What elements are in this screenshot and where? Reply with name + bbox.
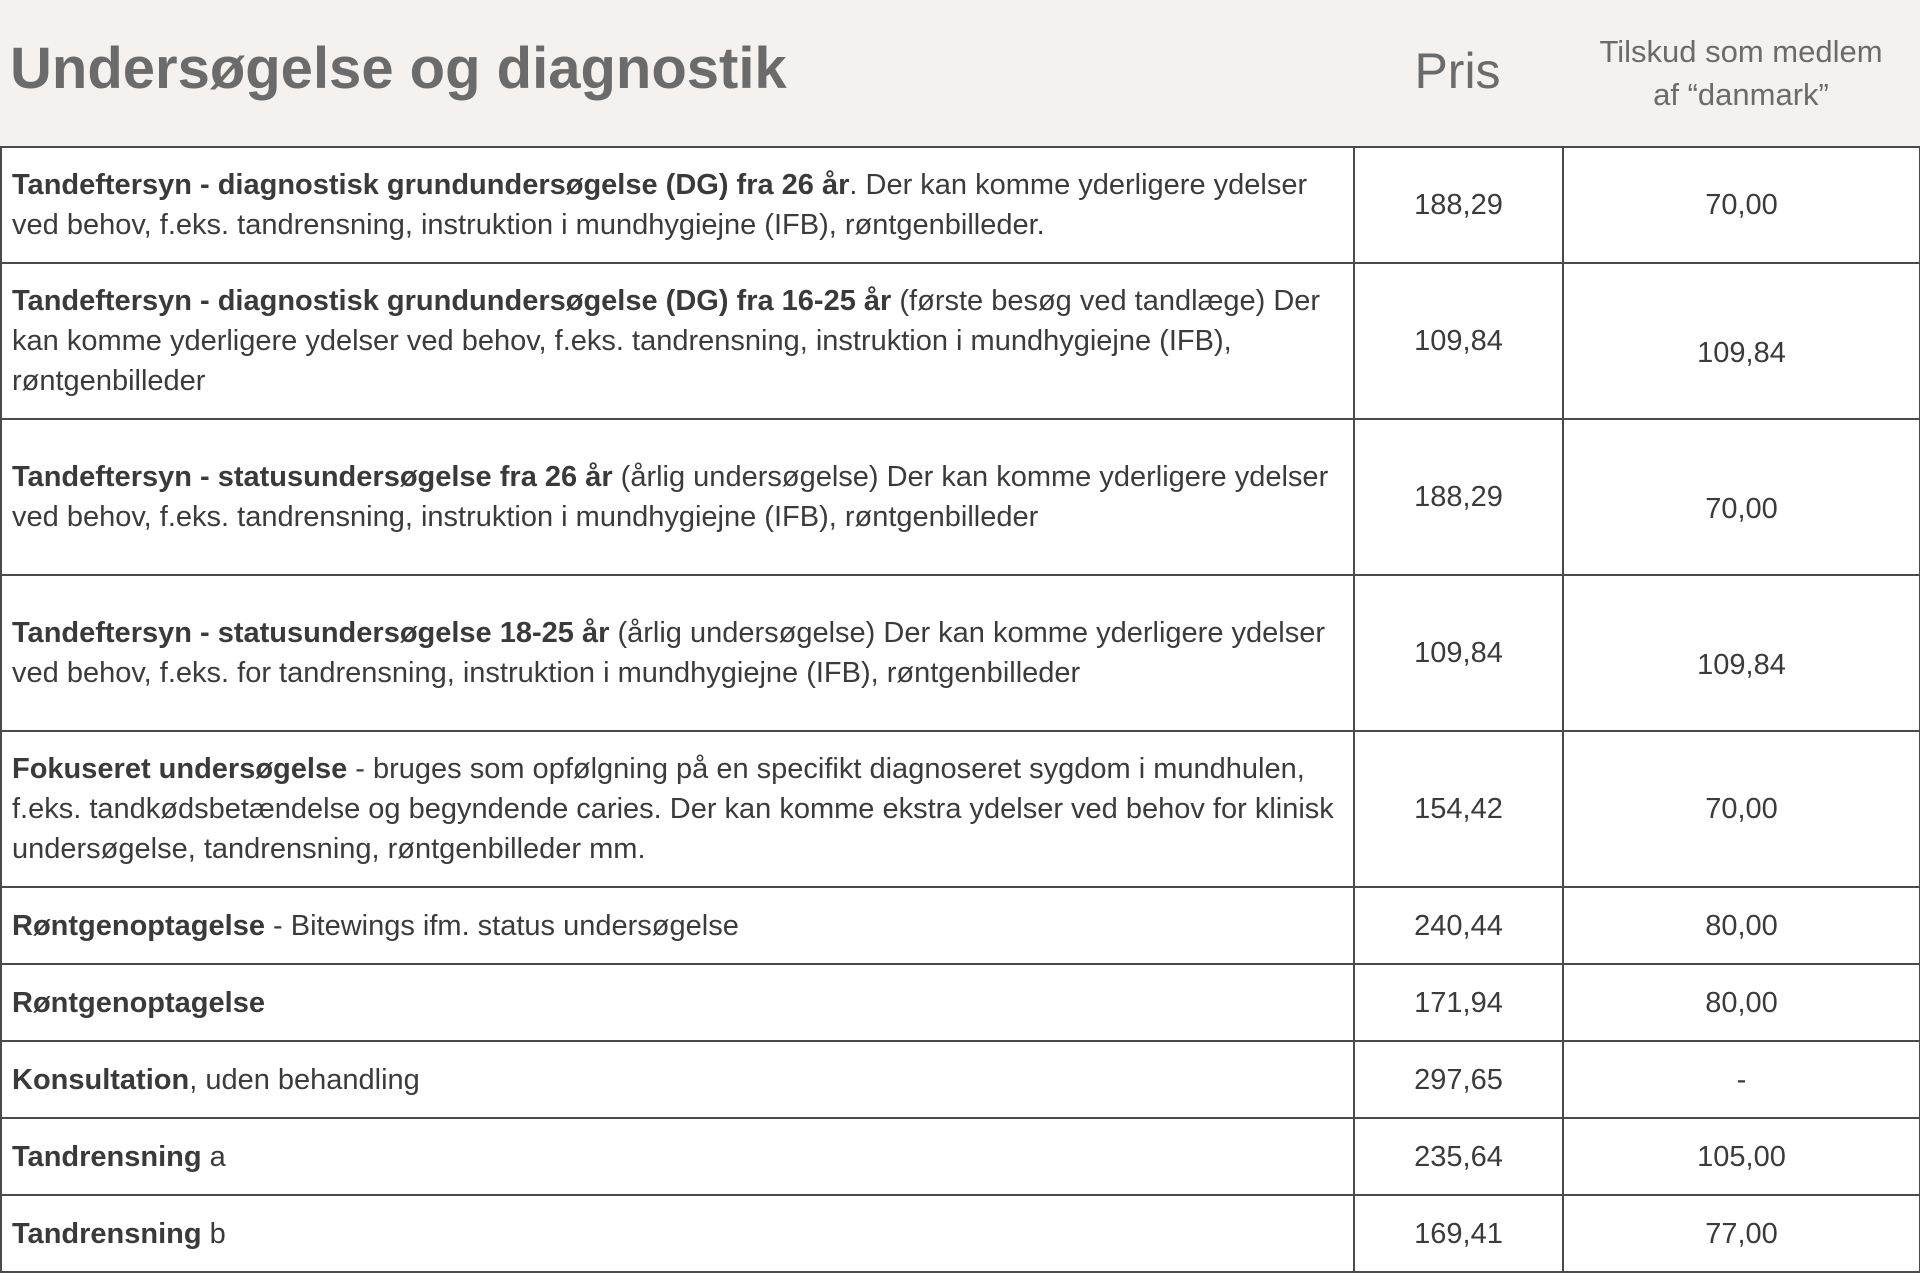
service-name: Fokuseret undersøgelse [12,753,348,785]
service-description [1,887,1354,964]
subsidy-header-line-2: af “danmark” [1653,77,1829,112]
subsidy-cell [1563,731,1920,887]
service-name: Tandrensning [12,1217,202,1250]
subsidy-header-line-1: Tilskud som medlem [1599,34,1883,69]
service-details: b [201,1217,226,1250]
subsidy-cell [1563,1041,1920,1118]
table-row [1,263,1920,419]
service-description [1,1195,1354,1272]
table-row [1,1118,1920,1195]
price-cell: 169,41 [1354,1195,1563,1272]
price-cell: 109,84 [1354,575,1563,731]
service-details: (første besøg ved tandlæge) Der kan komme yderligere ydelser ved behov, f.eks. tandrensning, instruktion i mundhygiejne (IFB), røntgenbilleder [12,285,1321,397]
price-cell: 109,84 [1354,263,1563,419]
price-cell: 188,29 [1354,147,1563,263]
subsidy-cell [1563,147,1920,263]
service-description [1,731,1354,887]
table-row [1,575,1920,731]
service-name: Konsultation [12,1063,190,1096]
subsidy-cell [1563,887,1920,964]
price-cell: 235,64 [1354,1118,1563,1195]
service-name: Røntgenoptagelse [12,986,265,1019]
subsidy-value: 109,84 [1697,649,1786,681]
table-row [1,731,1920,887]
table-row [1,1195,1920,1272]
price-cell: 154,42 [1354,731,1563,887]
service-description [1,147,1354,263]
table-row [1,964,1920,1041]
service-name: Tandeftersyn - statusundersøgelse fra 26 år [12,461,613,493]
table-row [1,419,1920,575]
service-description [1,1118,1354,1195]
service-description [1,964,1354,1041]
service-description [1,263,1354,419]
table-row [1,147,1920,263]
service-details: . Der kan komme yderligere ydelser ved behov, f.eks. tandrensning, instruktion i mundhygiejne (IFB), røntgenbilleder. [12,169,1308,241]
price-column-header: Pris [1414,43,1501,99]
service-details: - bruges som opfølgning på en specifikt diagnoseret sygdom i mundhulen, f.eks. tandkødsbetændelse og begyndende caries. Der kan komme ekstra ydelser ved behov for klinisk undersøgelse, tandrensning, røntgenbilleder mm. [12,753,1334,865]
service-details: - Bitewings ifm. status undersøgelse [264,909,739,942]
price-cell: 188,29 [1354,419,1563,575]
subsidy-cell [1563,1195,1920,1272]
subsidy-value: 80,00 [1705,909,1778,942]
service-description [1,575,1354,731]
service-description [1,1041,1354,1118]
subsidy-value: 70,00 [1705,493,1778,525]
subsidy-value: 70,00 [1705,793,1778,825]
service-description [1,419,1354,575]
table-row [1,1041,1920,1118]
table-header [0,0,1920,146]
service-name: Tandeftersyn - statusundersøgelse 18-25 år [12,617,610,649]
subsidy-value: 70,00 [1705,189,1778,221]
price-cell: 297,65 [1354,1041,1563,1118]
table-row [1,887,1920,964]
subsidy-value: 77,00 [1705,1217,1778,1250]
service-name: Tandeftersyn - diagnostisk grundundersøgelse (DG) fra 16-25 år [12,285,892,317]
subsidy-cell [1563,1118,1920,1195]
subsidy-cell [1563,419,1920,575]
subsidy-value: - [1736,1063,1747,1096]
subsidy-value: 109,84 [1697,337,1786,369]
price-cell: 171,94 [1354,964,1563,1041]
service-details: , uden behandling [189,1063,420,1096]
subsidy-value: 80,00 [1705,986,1778,1019]
price-table [0,146,1920,1273]
subsidy-value: 105,00 [1697,1140,1786,1173]
subsidy-cell [1563,263,1920,419]
service-name: Røntgenoptagelse [12,909,265,942]
service-name: Tandrensning [12,1140,202,1173]
section-title: Undersøgelse og diagnostik [10,36,787,101]
subsidy-column-header [1562,30,1920,116]
service-details: a [201,1140,226,1173]
service-details: (årlig undersøgelse) Der kan komme yderligere ydelser ved behov, f.eks. tandrensning, instruktion i mundhygiejne (IFB), røntgenbilleder [12,461,1329,533]
subsidy-cell [1563,575,1920,731]
service-name: Tandeftersyn - diagnostisk grundundersøgelse (DG) fra 26 år [12,169,850,201]
subsidy-cell [1563,964,1920,1041]
service-details: (årlig undersøgelse) Der kan komme yderligere ydelser ved behov, f.eks. for tandrensning, instruktion i mundhygiejne (IFB), røntgenbilleder [12,617,1326,689]
price-cell: 240,44 [1354,887,1563,964]
